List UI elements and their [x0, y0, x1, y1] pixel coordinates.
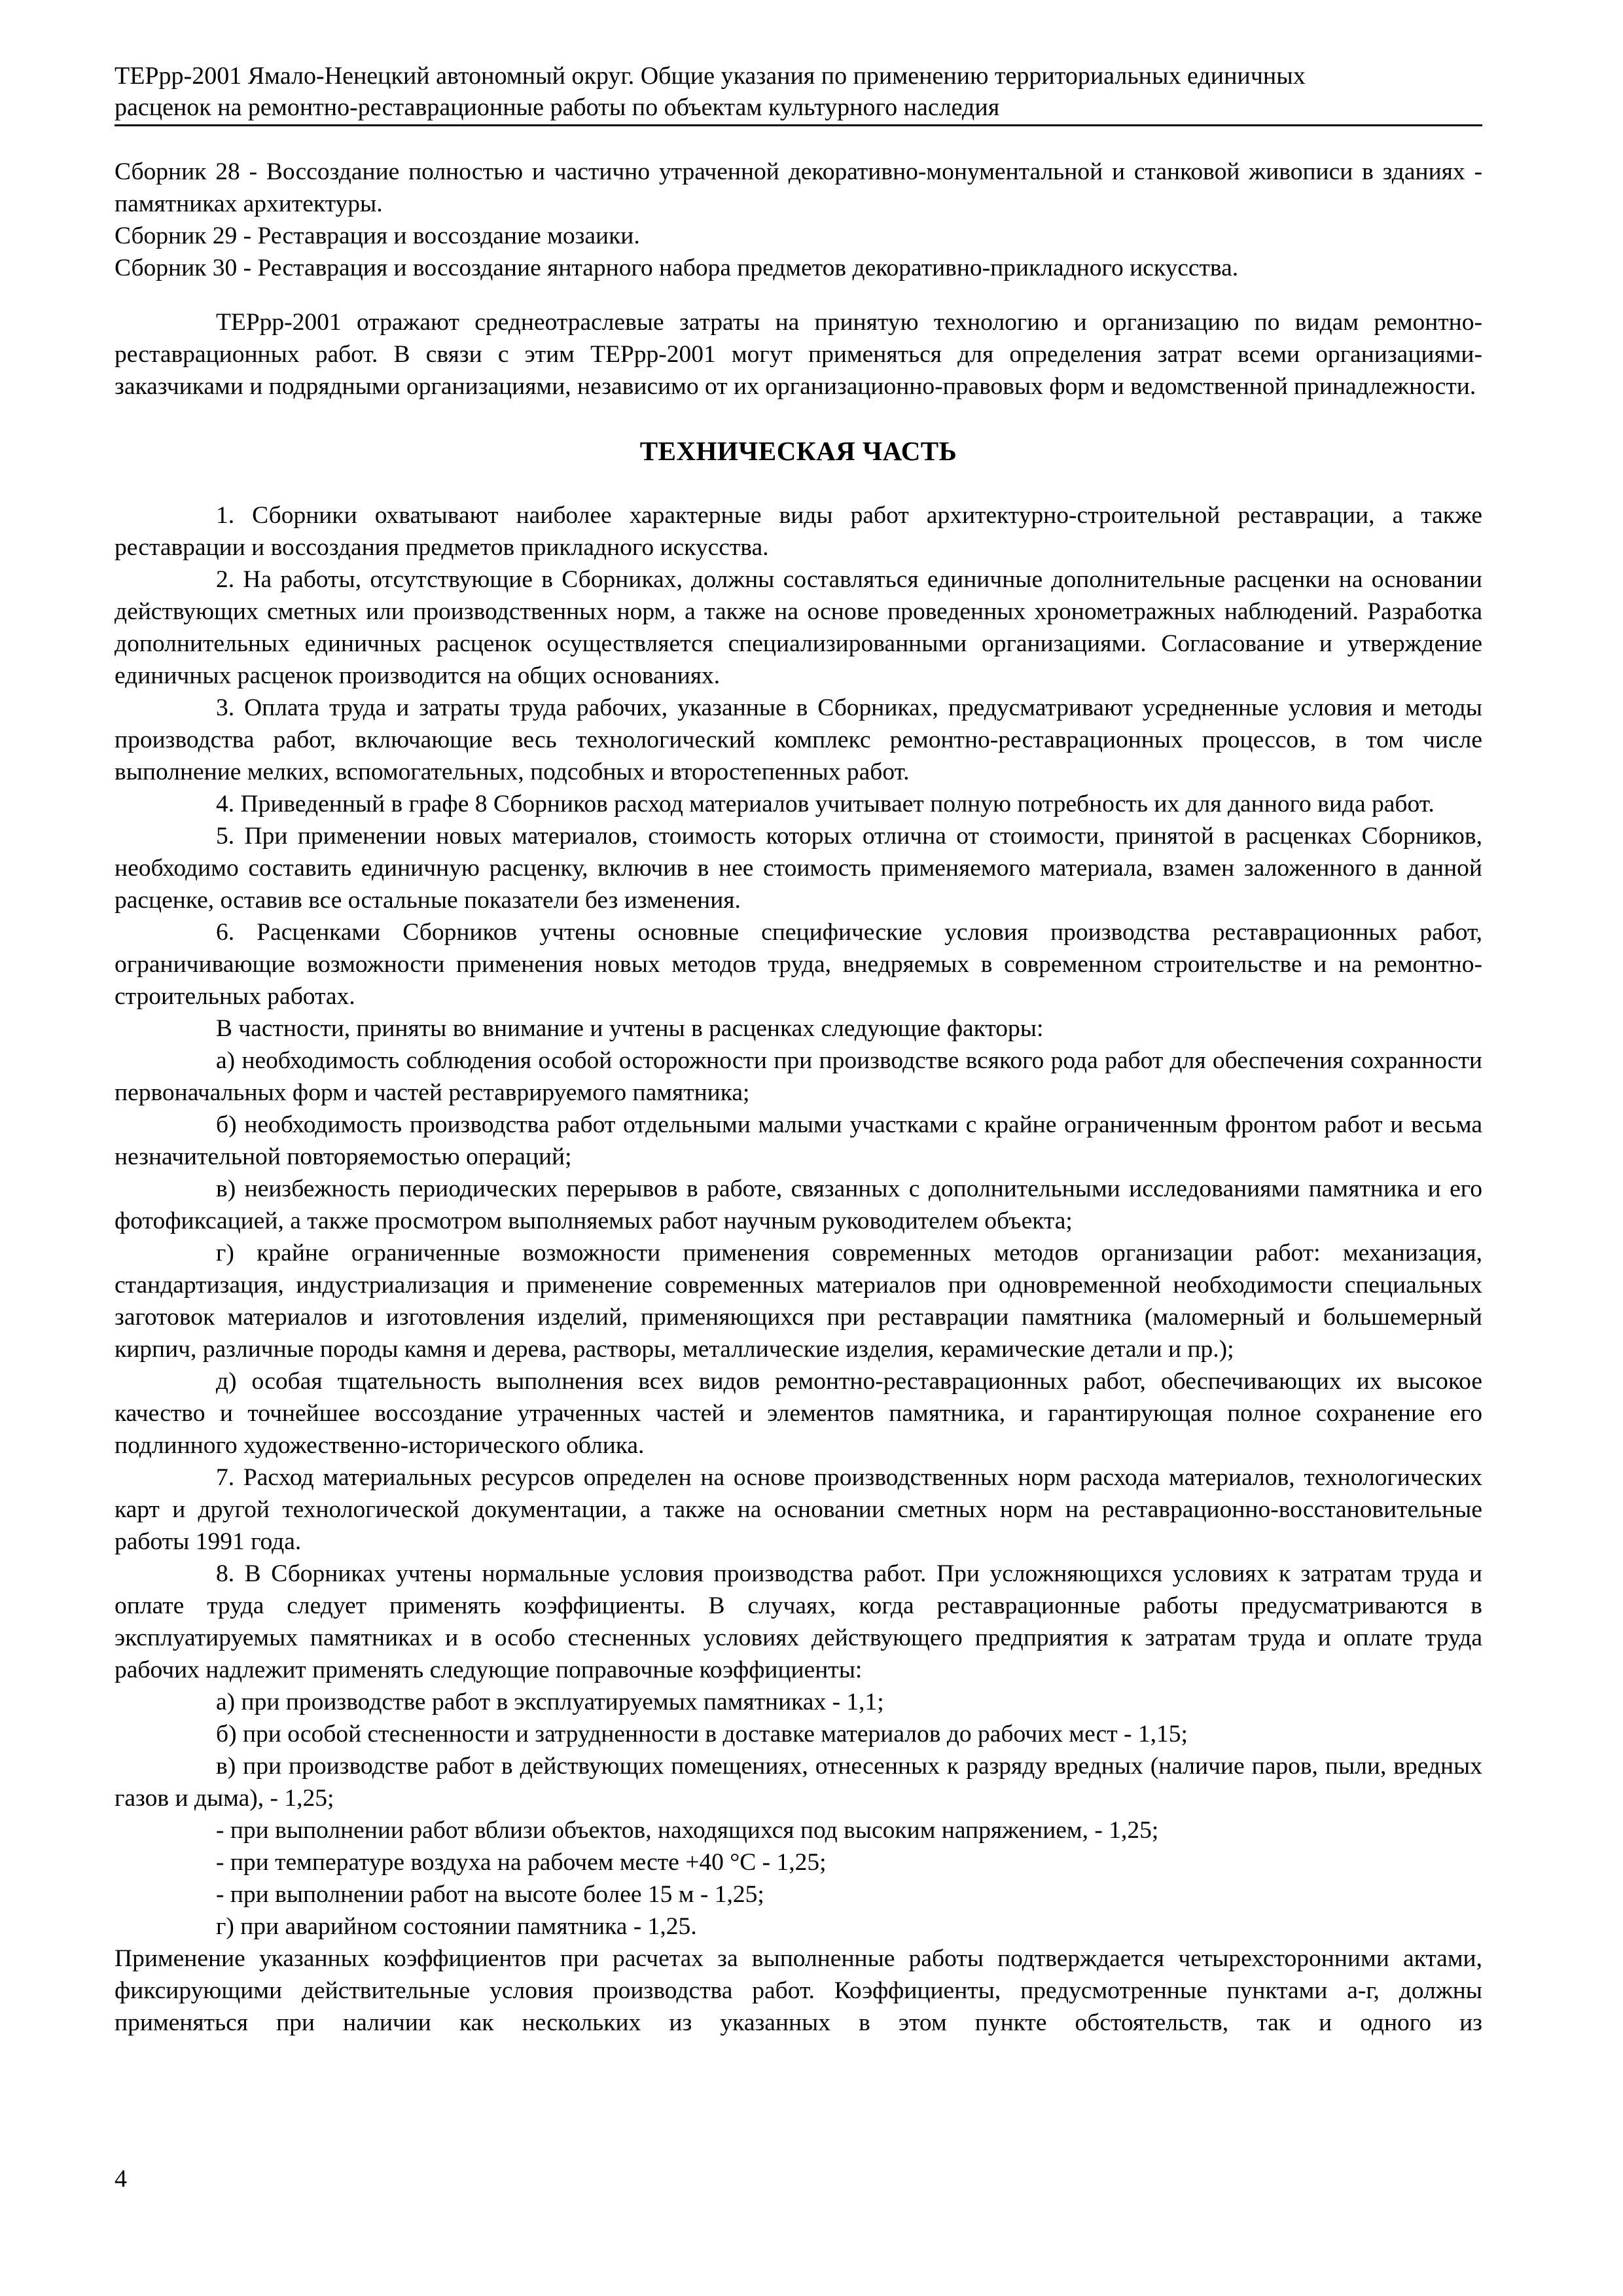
running-header	[115, 60, 1482, 126]
item-8-v-2: - при температуре воздуха на рабочем месте +40 °С - 1,25;	[216, 1849, 827, 1876]
item-8-v-1: - при выполнении работ вблизи объектов, находящихся под высоким напряжением, - 1,25;	[216, 1817, 1159, 1844]
item-2: 2. На работы, отсутствующие в Сборниках, должны составляться единичные дополнительные расценки на основании действующих сметных или производственных норм, а также на основе проведенных хронометражных наблюдений. Разработка дополнительных единичных расценок осуществляется специализированными организациями. Согласование и утверждение единичных расценок производится на общих основаниях.	[115, 566, 1482, 689]
item-8-b: б) при особой стесненности и затрудненности в доставке материалов до рабочих мест - 1,15;	[216, 1721, 1188, 1748]
item-6-a: а) необходимость соблюдения особой осторожности при производстве всякого рода работ для обеспечения сохранности первоначальных форм и частей реставрируемого памятника;	[115, 1047, 1482, 1106]
closing-paragraph: Применение указанных коэффициентов при расчетах за выполненные работы подтверждается четырехсторонними актами, фиксирующими действительные условия производства работ. Коэффициенты, предусмотренные пунктами а-г, должны применяться при наличии как нескольких из указанных в этом пункте обстоятельств, так и одного из	[115, 1945, 1482, 2036]
header-line-2: расценок на ремонтно-реставрационные работы по объектам культурного наследия	[115, 94, 1000, 121]
item-8-v: в) при производстве работ в действующих помещениях, отнесенных к разряду вредных (наличие паров, пыли, вредных газов и дыма), - 1,25;	[115, 1753, 1482, 1812]
document-body	[115, 156, 1482, 2039]
collection-29-paragraph: Сборник 29 - Реставрация и воссоздание мозаики.	[115, 223, 640, 249]
header-line-1: ТЕРрр-2001 Ямало-Ненецкий автономный округ. Общие указания по применению территориальных единичных	[115, 62, 1306, 90]
item-1: 1. Сборники охватывают наиболее характерные виды работ архитектурно-строительной реставрации, а также реставрации и воссоздания предметов прикладного искусства.	[115, 502, 1482, 561]
item-3: 3. Оплата труда и затраты труда рабочих, указанные в Сборниках, предусматривают усредненные условия и методы производства работ, включающие весь технологический комплекс ремонтно-реставрационных процессов, в том числе выполнение мелких, вспомогательных, подсобных и второстепенных работ.	[115, 694, 1482, 785]
item-8-a: а) при производстве работ в эксплуатируемых памятниках - 1,1;	[216, 1689, 884, 1715]
item-8-v-3: - при выполнении работ на высоте более 15 м - 1,25;	[216, 1881, 764, 1908]
item-6-b: б) необходимость производства работ отдельными малыми участками с крайне ограниченным фронтом работ и весьма незначительной повторяемостью операций;	[115, 1111, 1482, 1170]
collection-28-paragraph: Сборник 28 - Воссоздание полностью и частично утраченной декоративно-монументальной и станковой живописи в зданиях - памятниках архитектуры.	[115, 158, 1482, 217]
item-8: 8. В Сборниках учтены нормальные условия производства работ. При усложняющихся условиях к затратам труда и оплате труда следует применять коэффициенты. В случаях, когда реставрационные работы предусматриваются в эксплуатируемых памятниках и в особо стесненных условиях действующего предприятия к затратам труда и оплате труда рабочих надлежит применять следующие поправочные коэффициенты:	[115, 1560, 1482, 1683]
page-number: 4	[115, 2165, 127, 2193]
item-6-v: в) неизбежность периодических перерывов в работе, связанных с дополнительными исследованиями памятника и его фотофиксацией, а также просмотром выполняемых работ научным руководителем объекта;	[115, 1175, 1482, 1234]
item-6-g: г) крайне ограниченные возможности применения современных методов организации работ: механизация, стандартизация, индустриализация и применение современных материалов при одновременной необходимости специальных заготовок материалов и изготовления изделий, применяющихся при реставрации памятника (маломерный и большемерный кирпич, различные породы камня и дерева, растворы, металлические изделия, керамические детали и пр.);	[115, 1240, 1482, 1363]
item-8-g: г) при аварийном состоянии памятника - 1,25.	[216, 1913, 697, 1940]
section-title: ТЕХНИЧЕСКАЯ ЧАСТЬ	[639, 436, 957, 466]
item-5: 5. При применении новых материалов, стоимость которых отлична от стоимости, принятой в расценках Сборников, необходимо составить единичную расценку, включив в нее стоимость применяемого материала, взамен заложенного в данной расценке, оставив все остальные показатели без изменения.	[115, 823, 1482, 914]
item-4: 4. Приведенный в графе 8 Сборников расход материалов учитывает полную потребность их для данного вида работ.	[216, 791, 1435, 817]
item-6: 6. Расценками Сборников учтены основные специфические условия производства реставрационных работ, ограничивающие возможности применения новых методов труда, внедряемых в современном строительстве и на ремонтно-строительных работах.	[115, 919, 1482, 1010]
item-6-intro: В частности, приняты во внимание и учтены в расценках следующие факторы:	[216, 1015, 1044, 1042]
terrr-summary-paragraph: ТЕРрр-2001 отражают среднеотраслевые затраты на принятую технологию и организацию по видам ремонтно-реставрационных работ. В связи с этим ТЕРрр-2001 могут применяться для определения затрат всеми организациями-заказчиками и подрядными организациями, независимо от их организационно-правовых форм и ведомственной принадлежности.	[115, 309, 1482, 400]
item-7: 7. Расход материальных ресурсов определен на основе производственных норм расхода материалов, технологических карт и другой технологической документации, а также на основании сметных норм на реставрационно-восстановительные работы 1991 года.	[115, 1464, 1482, 1555]
item-6-d: д) особая тщательность выполнения всех видов ремонтно-реставрационных работ, обеспечивающих их высокое качество и точнейшее воссоздание утраченных частей и элементов памятника, и гарантирующая полное сохранение его подлинного художественно-исторического облика.	[115, 1368, 1482, 1459]
collection-30-paragraph: Сборник 30 - Реставрация и воссоздание янтарного набора предметов декоративно-прикладного искусства.	[115, 255, 1239, 281]
